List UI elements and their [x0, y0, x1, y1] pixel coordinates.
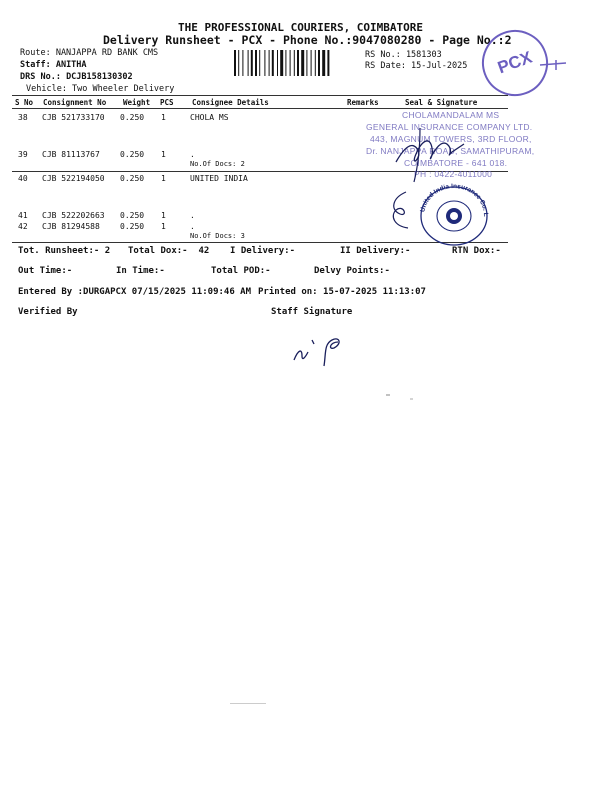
barcode-bar — [269, 50, 270, 76]
col-header-weight: Weight — [123, 98, 151, 107]
header-rule-bottom — [12, 108, 508, 109]
barcode-bar — [301, 50, 304, 76]
row-weight: 0.250 — [120, 222, 145, 231]
table-row — [0, 113, 360, 125]
row-consignee: . — [190, 211, 195, 220]
barcode-bar — [238, 50, 239, 76]
row-pcs: 1 — [161, 211, 166, 220]
i-delivery: I Delivery:- — [230, 246, 296, 256]
barcode-bar — [311, 50, 312, 76]
barcode-bar — [315, 50, 316, 76]
barcode-bar — [290, 50, 291, 76]
vehicle-text: Vehicle: Two Wheeler Delivery — [26, 84, 175, 94]
seal-text: United India Insurance Co. L — [419, 182, 490, 217]
row-consignee: . — [190, 222, 195, 231]
header-rule-top — [12, 95, 508, 96]
ii-delivery: II Delivery:- — [340, 246, 411, 256]
scan-dot — [386, 394, 390, 396]
barcode — [234, 50, 358, 76]
table-row — [0, 222, 360, 244]
chola-stamp-line: PH : 0422-4011000 — [414, 169, 493, 179]
row-consignee: CHOLA MS — [190, 113, 229, 122]
entered-by: Entered By :DURGAPCX 07/15/2025 11:09:46 AM — [18, 287, 251, 297]
row-weight: 0.250 — [120, 211, 145, 220]
row-sno: 41 — [18, 211, 28, 220]
printed-on: Printed on: 15-07-2025 11:13:07 — [258, 287, 426, 297]
row-weight: 0.250 — [120, 150, 145, 159]
chola-stamp-line: 443, MAGNUM TOWERS, 3RD FLOOR, — [370, 134, 532, 144]
route-text: Route: NANJAPPA RD BANK CMS — [20, 48, 159, 58]
staff-name: ANITHA — [55, 60, 87, 70]
row-docs-note: No.Of Docs: 2 — [190, 160, 245, 168]
barcode-bar — [327, 50, 329, 76]
pcx-stamp-text: PCX — [495, 47, 535, 78]
row-consignment: CJB 521733170 — [42, 113, 105, 122]
table-row — [0, 150, 360, 172]
barcode-bar — [297, 50, 299, 76]
row-weight: 0.250 — [120, 174, 145, 183]
rs-date: RS Date: 15-Jul-2025 — [365, 61, 468, 71]
barcode-bar — [318, 50, 320, 76]
handwritten-scribble — [386, 190, 416, 230]
table-row — [0, 174, 360, 186]
barcode-bar — [285, 50, 286, 76]
barcode-bar — [251, 50, 253, 76]
rs-number: RS No.: 1581303 — [365, 50, 442, 60]
barcode-bar — [248, 50, 249, 76]
scan-dot — [410, 398, 413, 400]
drs-label: DRS No.: — [20, 72, 67, 82]
rtn-dox: RTN Dox:- — [452, 246, 501, 256]
row-consignment: CJB 522202663 — [42, 211, 105, 220]
col-header-seal: Seal & Signature — [405, 98, 478, 107]
chola-stamp-line: CHOLAMANDALAM MS — [402, 110, 500, 120]
col-header-sno: S No — [15, 98, 34, 107]
staff-signature-label: Staff Signature — [271, 307, 353, 317]
out-time: Out Time:- — [18, 266, 73, 276]
col-header-consignee: Consignee Details — [192, 98, 269, 107]
barcode-bar — [264, 50, 265, 76]
col-header-pcs: PCS — [160, 98, 174, 107]
staff-label: Staff: — [20, 60, 56, 70]
document-subtitle: Delivery Runsheet - PCX - Phone No.:9047080280 - Page No.:2 — [103, 33, 512, 47]
row-consignment: CJB 522194050 — [42, 174, 105, 183]
row-sno: 38 — [18, 113, 28, 122]
handwritten-signature — [390, 118, 470, 188]
barcode-bar — [255, 50, 257, 76]
scan-mark — [230, 703, 266, 704]
row-weight: 0.250 — [120, 113, 145, 122]
row-pcs: 1 — [161, 222, 166, 231]
document-title: THE PROFESSIONAL COURIERS, COIMBATORE — [178, 21, 424, 34]
barcode-bar — [259, 50, 260, 76]
verified-by: Verified By — [18, 307, 78, 317]
drs-line — [20, 72, 133, 82]
chola-stamp-line: Dr. NANJAPPA ROAD, SAMATHIPURAM, — [366, 146, 535, 156]
row-pcs: 1 — [161, 113, 166, 122]
total-runsheet: Tot. Runsheet:- 2 — [18, 246, 111, 256]
united-india-seal — [416, 182, 492, 248]
chola-stamp-line: GENERAL INSURANCE COMPANY LTD. — [366, 122, 533, 132]
row-consignee: . — [190, 150, 195, 159]
barcode-bar — [272, 50, 274, 76]
barcode-bar — [277, 50, 278, 76]
total-dox: Total Dox:- 42 — [128, 246, 210, 256]
col-header-consignment: Consignment No — [43, 98, 107, 107]
barcode-bar — [280, 50, 283, 76]
row-sno: 42 — [18, 222, 28, 231]
total-pod: Total POD:- — [211, 266, 271, 276]
pcx-stamp-tail — [538, 58, 568, 72]
staff-signature-scribble — [290, 330, 350, 370]
barcode-bar — [242, 50, 243, 76]
chola-stamp-line: COIMBATORE - 641 018. — [404, 158, 508, 168]
barcode-bar — [234, 50, 236, 76]
staff-line — [20, 60, 87, 70]
row-consignment: CJB 81294588 — [42, 222, 100, 231]
barcode-bar — [306, 50, 307, 76]
col-header-remarks: Remarks — [347, 98, 379, 107]
in-time: In Time:- — [116, 266, 165, 276]
row-docs-note: No.Of Docs: 3 — [190, 232, 245, 240]
delvy-points: Delvy Points:- — [314, 266, 390, 276]
drs-number: DCJB158130302 — [66, 72, 133, 82]
row-pcs: 1 — [161, 174, 166, 183]
barcode-bar — [322, 50, 325, 76]
row-sno: 40 — [18, 174, 28, 183]
row-sno: 39 — [18, 150, 28, 159]
row-consignee: UNITED INDIA — [190, 174, 248, 183]
row-consignment: CJB 81113767 — [42, 150, 100, 159]
barcode-bar — [294, 50, 295, 76]
row-pcs: 1 — [161, 150, 166, 159]
